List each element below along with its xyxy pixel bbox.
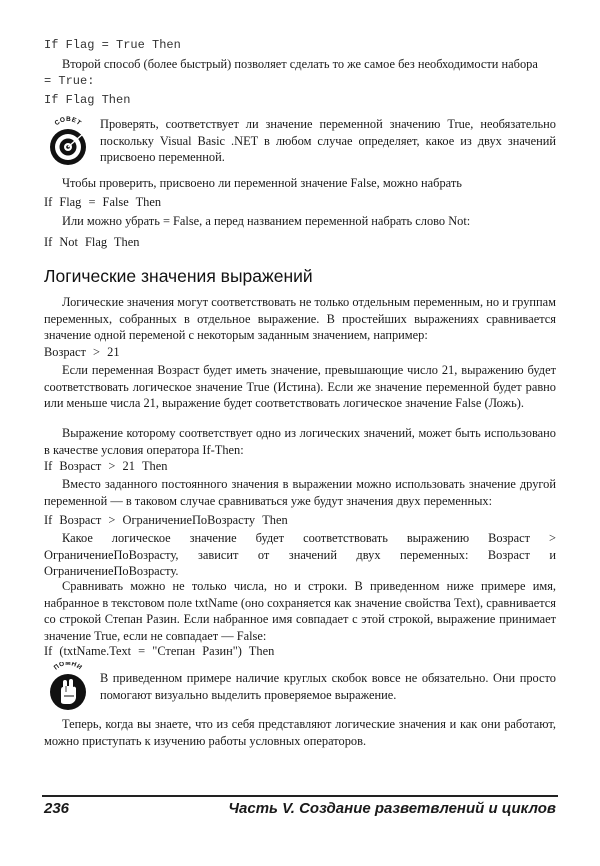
paragraph: Второй способ (более быстрый) позволяет сделать то же самое без необходимости набора — [62, 57, 538, 71]
paragraph: Вместо заданного постоянного значения в выражении можно использовать значение другой переменной — в таковом случае сравниваться уже будут значения двух переменных: — [44, 477, 556, 508]
paragraph: Если переменная Возраст будет иметь значение, превышающие число 21, выражению будет соответствовать логическое значение True (Истина). Если же значение переменной будет равно или меньше числа 21, выражение будет соответствовать логическое значение False (Ложь). — [44, 363, 556, 411]
page-number: 236 — [44, 800, 70, 817]
svg-text:ПОМНИ — [53, 662, 84, 672]
code-line: If Flag Then — [44, 93, 131, 107]
paragraph: Какое логическое значение будет соответствовать выражению Возраст > ОграничениеПоВозрасту, зависит от значений двух переменных: Возраст и ОграничениеПоВозрасту. — [44, 531, 556, 579]
code-line: If Not Flag Then — [44, 235, 140, 249]
tip-text: Проверять, соответствует ли значение переменной значению True, необязательно поскольку Visual Basic .NET в любом случае определяет, какое из двух значений присвоено переменной. — [100, 117, 556, 165]
code-line: If Возраст > 21 Then — [44, 459, 168, 473]
code-line: If Flag = False Then — [44, 195, 162, 209]
running-footer-title: Часть V. Создание разветвлений и циклов — [228, 800, 556, 817]
remember-hand-icon — [44, 662, 92, 717]
tip-icon-label: СОВЕТ — [53, 115, 83, 128]
paragraph: Логические значения могут соответствовать не только отдельным переменным, но и группам переменных, собранных в отдельное выражение. В простейших выражениях сравнивается значение одной переменой с некоторым заданным значением, например: — [44, 295, 556, 343]
code-line: If (txtName.Text = "Степан Разин") Then — [44, 644, 275, 658]
remember-text: В приведенном примере наличие круглых скобок вовсе не обязательно. Они просто помогают визуально выделить проверяемое выражение. — [100, 671, 556, 702]
tip-target-icon — [44, 115, 92, 172]
paragraph: Выражение которому соответствует одно из логических значений, может быть использовано в качестве условия оператора If-Then: — [44, 426, 556, 457]
code-line: Возраст > 21 — [44, 345, 120, 359]
paragraph: Сравнивать можно не только числа, но и строки. В приведенном ниже примере имя, набранное в текстовом поле txtName (оно сохраняется как значение свойства Text), сравнивается со строкой Степан Разин. Если набранное имя совпадает с этой строкой, выражение принимает значение True, если не совпадает — False: — [44, 579, 556, 643]
paragraph: Теперь, когда вы знаете, что из себя представляют логические значения и как они работают, можно приступать к изучению работы условных операторов. — [44, 717, 556, 748]
code-line: If Возраст > ОграничениеПоВозрасту Then — [44, 513, 288, 527]
svg-text:СОВЕТ — [54, 116, 83, 127]
paragraph: Или можно убрать = False, а перед названием переменной набрать слово Not: — [62, 214, 471, 228]
paragraph: Чтобы проверить, присвоено ли переменной значение False, можно набрать — [62, 176, 462, 190]
footer-divider — [42, 795, 558, 797]
code-line: = True: — [44, 74, 95, 88]
code-line: If Flag = True Then — [44, 38, 181, 52]
section-heading: Логические значения выражений — [44, 266, 313, 286]
remember-icon-label: ПОМНИ — [52, 662, 84, 672]
